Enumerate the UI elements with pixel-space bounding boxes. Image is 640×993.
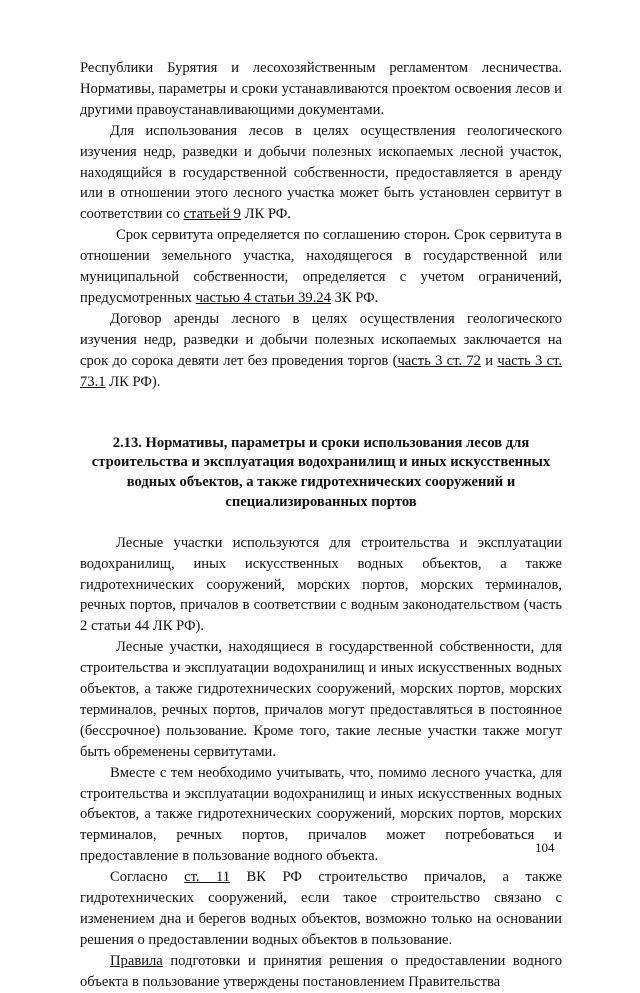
paragraph-2-text: Для использования лесов в целях осуществления геологического изучения недр, разведки и добычи полезных ископаемых лесной участок, находящийся в государственной собственности, предоставляется в аренду или в отношении этого лесного участка может быть установлен сервитут в соответствии со	[80, 122, 562, 223]
spacer	[80, 513, 562, 533]
paragraph-8-text: Согласно	[110, 869, 185, 886]
paragraph-2	[80, 121, 562, 226]
paragraph-5: Лесные участки используются для строительства и эксплуатации водохранилищ, иных искусственных водных объектов, а также гидротехнических сооружений, морских портов, морских терминалов, речных портов, причалов в соответствии с водным законодательством (часть 2 статьи 44 ЛК РФ).	[80, 534, 562, 635]
section-heading: 2.13. Нормативы, параметры и сроки использования лесов для строительства и эксплуатация водохранилищ и иных искусственных водных объектов, а также гидротехнических сооружений и специализированных портов	[91, 434, 551, 510]
paragraph-7: Вместе с тем необходимо учитывать, что, помимо лесного участка, для строительства и эксплуатации водохранилищ и иных искусственных водных объектов, а также гидротехнических сооружений, морских портов, морских терминалов, речных портов, причалов может потребоваться и предоставление в пользование водного объекта.	[80, 764, 562, 865]
link-article-11[interactable]: ст. 11	[184, 869, 231, 886]
paragraph-8	[80, 867, 562, 951]
paragraph-4-text: Договор аренды лесного в целях осуществления геологического изучения недр, разведки и добычи полезных ископаемых заключается на срок до сорока девяти лет без проведения торгов (	[80, 310, 562, 369]
document-page	[80, 58, 562, 993]
paragraph-3-text: Срок сервитута определяется по соглашению сторон. Срок сервитута в отношении земельного участка, находящегося в государственной или муниципальной собственности, определяется с учетом ограничений, предусмотренных	[80, 227, 562, 306]
link-rules[interactable]: Правила	[110, 952, 163, 969]
paragraph-2-text-end: ЛК РФ.	[240, 206, 291, 223]
link-article-9[interactable]: статьей 9	[183, 206, 241, 223]
paragraph-8-text-end: ВК РФ строительство причалов, а также гидротехнических сооружений, если такое строительство связано с изменением дна и берегов водных объектов, возможно только на основании решения о предоставлении водных объектов в пользование.	[80, 869, 562, 948]
paragraph-9	[80, 951, 562, 993]
paragraph-1: Республики Бурятия и лесохозяйственным регламентом лесничества. Нормативы, параметры и сроки устанавливаются проектом освоения лесов и другими правоустанавливающими документами.	[80, 60, 562, 118]
paragraph-3-text-end: ЗК РФ.	[330, 289, 379, 306]
paragraph-4-text-mid: и	[480, 352, 498, 369]
paragraph-4-text-end: ЛК РФ).	[105, 373, 161, 390]
link-part-4-article-39-24[interactable]: частью 4 статьи 39.24	[195, 289, 331, 306]
paragraph-4	[80, 309, 562, 393]
paragraph-3	[80, 225, 562, 309]
paragraph-6: Лесные участки, находящиеся в государственной собственности, для строительства и эксплуатации водохранилищ и иных искусственных водных объектов, а также гидротехнических сооружений, морских портов, морских терминалов, речных портов, причалов могут предоставляться в постоянное (бессрочное) пользование. Кроме того, такие лесные участки также могут быть обременены сервитутами.	[80, 639, 562, 760]
page-number: 104	[535, 840, 555, 855]
link-part-3-art-72[interactable]: часть 3 ст. 72	[397, 352, 481, 369]
link-part-3-art-73-1[interactable]: часть 3 ст. 73.1	[80, 352, 562, 390]
paragraph-9-text: подготовки и принятия решения о предоставлении водного объекта в пользование утверждены постановлением Правительства	[80, 952, 562, 990]
